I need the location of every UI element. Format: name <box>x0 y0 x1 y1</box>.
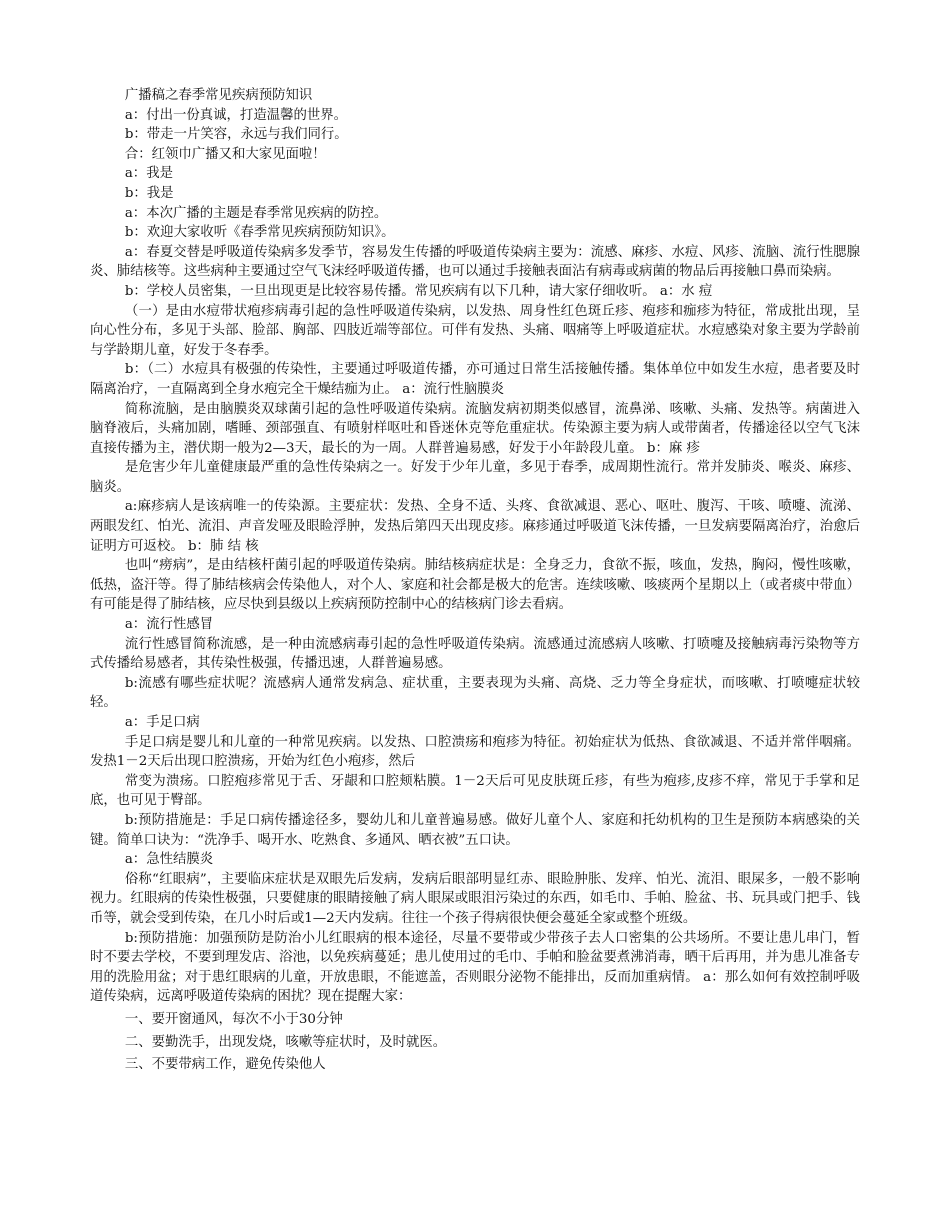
section-heading: a：流行性感冒 <box>124 617 214 633</box>
paragraph: 常变为溃疡。口腔疱疹常见于舌、牙龈和口腔颊粘膜。1－2天后可见皮肤斑丘疹，有些为疱疹,皮疹不痒，常见于手掌和足底，也可见于臀部。 <box>90 773 860 809</box>
paragraph: 是危害少年儿童健康最严重的急性传染病之一。好发于少年儿童，多见于春季，成周期性流行。常并发肺炎、喉炎、麻疹、脑炎。 <box>90 460 860 495</box>
list-item: 二、要勤洗手，出现发烧，咳嗽等症状时，及时就医。 <box>124 1034 447 1050</box>
paragraph: b：我是 <box>124 185 174 201</box>
paragraph: a：付出一份真诚，打造温馨的世界。 <box>124 107 348 123</box>
paragraph: a:麻疹病人是该病唯一的传染源。主要症状：发热、全身不适、头疼、食欲减退、恶心、呕吐、腹泻、干咳、喷嚏、流涕、两眼发红、怕光、流泪、声音发哑及眼睑浮肿，发热后第四天出现皮疹。麻疹通过呼吸道飞沫传播，一旦发病要隔离治疗，治愈后证明方可返校。 b：肺 结 核 <box>90 499 860 554</box>
paragraph: b：（二）水痘具有极强的传染性，主要通过呼吸道传播，亦可通过日常生活接触传播。集体单位中如发生水痘，患者要及时隔离治疗，一直隔离到全身水疱完全干燥结痂为止。 a：流行性脑膜炎 <box>90 362 860 397</box>
paragraph: a：春夏交替是呼吸道传染病多发季节，容易发生传播的呼吸道传染病主要为：流感、麻疹、水痘、风疹、流脑、流行性腮腺炎、肺结核等。这些病种主要通过空气飞沫经呼吸道传播，也可以通过手接触表面沾有病毒或病菌的物品后再接触口鼻而染病。 <box>90 244 860 280</box>
paragraph: b:预防措施：加强预防是防治小儿红眼病的根本途径，尽量不要带或少带孩子去人口密集的公共场所。不要让患儿串门，暂时不要去学校，不要到理发店、浴池，以免疾病蔓延；患儿使用过的毛巾、手帕和脸盆要煮沸消毒，晒干后再用，并为患儿准备专用的洗脸用盆；对于患红眼病的儿童，开放患眼，不能遮盖，否则眼分泌物不能排出，反而加重病情。 a：那么如何有效控制呼吸道传染病，远离呼吸道传染病的困扰？现在提醒大家： <box>90 930 860 1005</box>
list-item: 三、不要带病工作，避免传染他人 <box>124 1057 326 1073</box>
paragraph: 简称流脑，是由脑膜炎双球菌引起的急性呼吸道传染病。流脑发病初期类似感冒，流鼻涕、咳嗽、头痛、发热等。病菌进入脑脊液后，头痛加剧，嗜睡、颈部强直、有喷射样呕吐和昏迷休克等危重症状。传染源主要为病人或带菌者，传播途径以空气飞沫直接传播为主，潜伏期一般为2—3天，最长的为一周。人群普遍易感，好发于小年龄段儿童。 b：麻 疹 <box>90 401 860 456</box>
paragraph: 合：红领巾广播又和大家见面啦！ <box>124 146 326 162</box>
paragraph: b：学校人员密集，一旦出现更是比较容易传播。常见疾病有以下几种，请大家仔细收听。 a：水 痘 <box>124 283 713 299</box>
paragraph: （一）是由水痘带状疱疹病毒引起的急性呼吸道传染病，以发热、周身性红色斑丘疹、疱疹和痂疹为特征，常成批出现，呈向心性分布，多见于头部、脸部、胸部、四肢近端等部位。可伴有发热、头痛、咽痛等上呼吸道症状。水痘感染对象主要为学龄前与学龄期儿童，好发于冬春季。 <box>90 303 860 358</box>
section-heading: a：手足口病 <box>124 715 200 730</box>
document-title: 广播稿之春季常见疾病预防知识 <box>124 88 313 103</box>
paragraph: b:预防措施是：手足口病传播途径多，婴幼儿和儿童普遍易感。做好儿童个人、家庭和托幼机构的卫生是预防本病感染的关键。简单口诀为：“洗净手、喝开水、吃熟食、多通风、晒衣被”五口诀。 <box>90 812 860 848</box>
paragraph: a：我是 <box>124 166 173 182</box>
paragraph: 手足口病是婴儿和儿童的一种常见疾病。以发热、口腔溃疡和疱疹为特征。初始症状为低热、食欲减退、不适并常伴咽痛。发热1－2天后出现口腔溃疡，开始为红色小疱疹，然后 <box>90 734 860 770</box>
paragraph: b:流感有哪些症状呢？流感病人通常发病急、症状重，主要表现为头痛、高烧、乏力等全身症状，而咳嗽、打喷嚏症状较轻。 <box>90 675 860 711</box>
paragraph: 流行性感冒简称流感，是一种由流感病毒引起的急性呼吸道传染病。流感通过流感病人咳嗽、打喷嚏及接触病毒污染物等方式传播给易感者，其传染性极强，传播迅速，人群普遍易感。 <box>90 636 860 672</box>
paragraph: 也叫“痨病”，是由结核杆菌引起的呼吸道传染病。肺结核病症状是：全身乏力，食欲不振，咳血，发热，胸闷，慢性咳嗽，低热，盗汗等。得了肺结核病会传染他人，对个人、家庭和社会都是极大的危害。连续咳嗽、咳痰两个星期以上（或者痰中带血）有可能是得了肺结核，应尽快到县级以上疾病预防控制中心的结核病门诊去看病。 <box>90 558 860 613</box>
paragraph: 俗称“红眼病”，主要临床症状是双眼先后发病，发病后眼部明显红赤、眼睑肿胀、发痒、怕光、流泪、眼屎多，一般不影响视力。红眼病的传染性极强，只要健康的眼睛接触了病人眼屎或眼泪污染过的东西，如毛巾、手帕、脸盆、书、玩具或门把手、钱币等，就会受到传染，在几小时后或1—2天内发病。往往一个孩子得病很快便会蔓延全家或整个班级。 <box>90 871 860 926</box>
paragraph: b：带走一片笑容，永远与我们同行。 <box>124 127 348 143</box>
list-item: 一、要开窗通风，每次不小于30分钟 <box>124 1011 343 1027</box>
paragraph: b：欢迎大家收听《春季常见疾病预防知识》。 <box>124 225 395 241</box>
paragraph: a：本次广播的主题是春季常见疾病的防控。 <box>124 205 388 221</box>
section-heading: a：急性结膜炎 <box>124 852 214 868</box>
